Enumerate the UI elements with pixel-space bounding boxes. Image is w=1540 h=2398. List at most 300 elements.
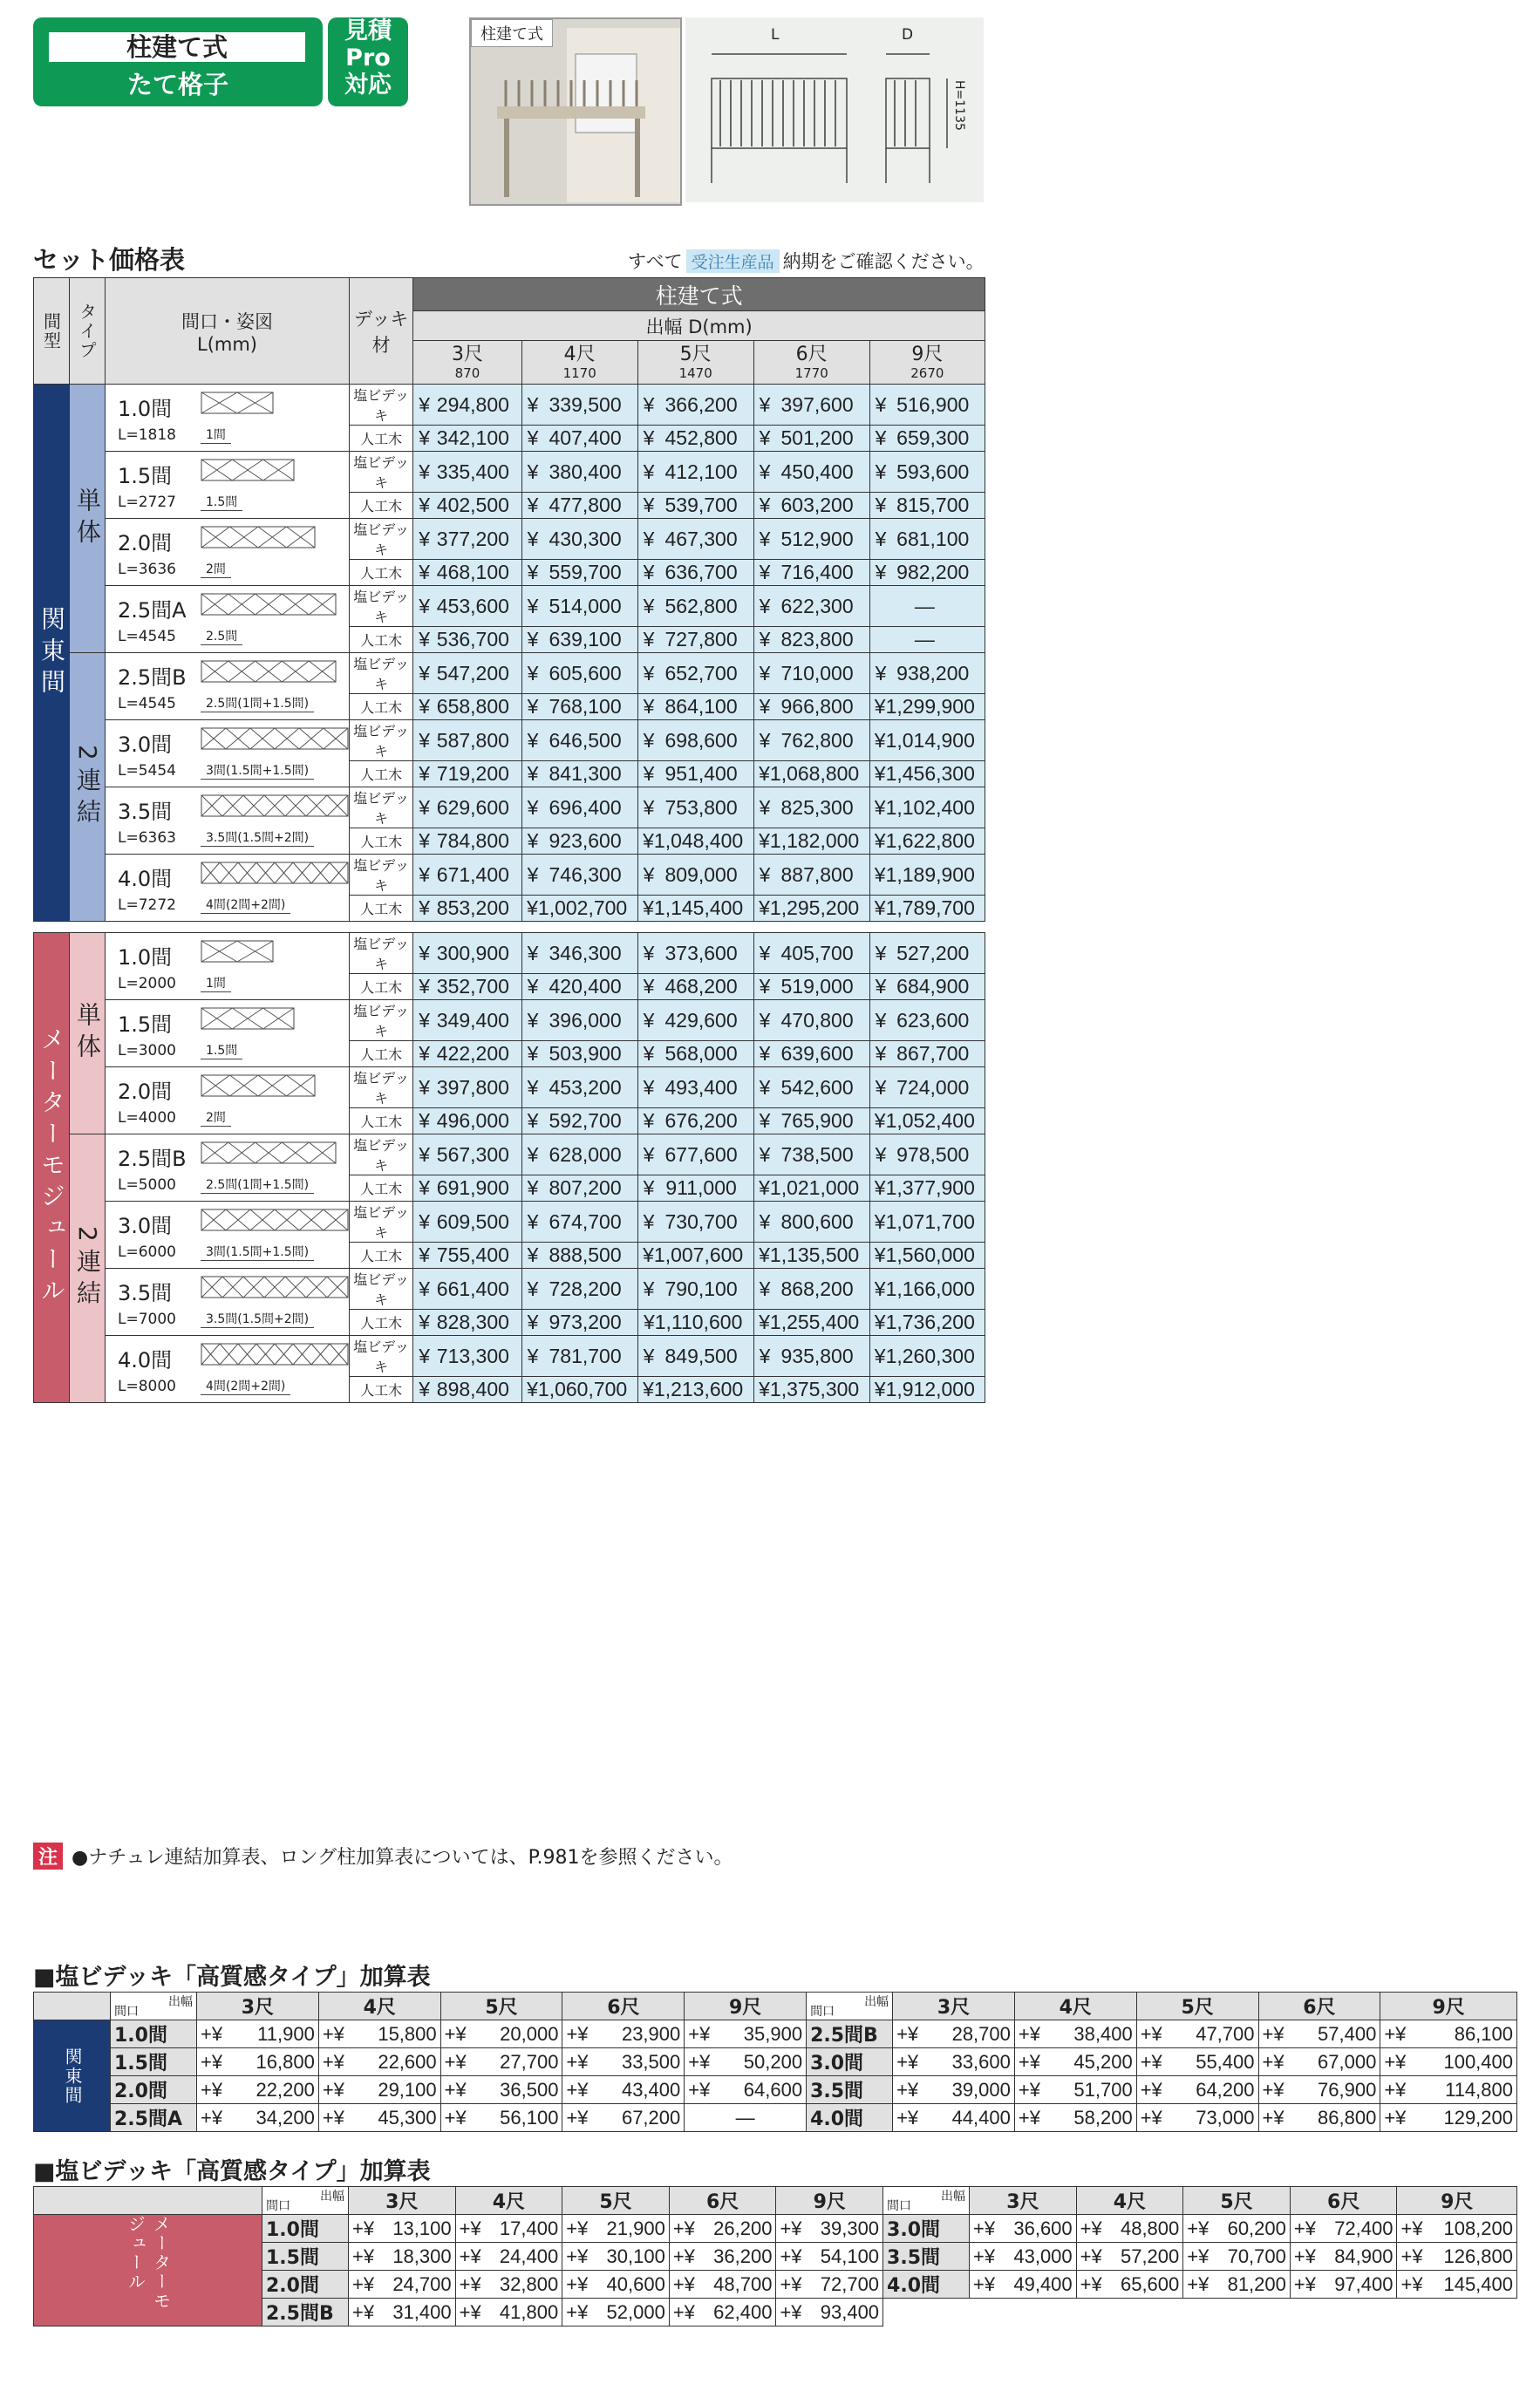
pro-badge-line3: 対応 bbox=[344, 72, 392, 99]
price-value: 1,377,900 bbox=[885, 1176, 975, 1199]
price-cell bbox=[753, 586, 869, 627]
type-label: 単体 bbox=[70, 385, 106, 653]
yen-sign: ¥ bbox=[419, 829, 431, 852]
add-value: +¥ 36,500 bbox=[440, 2076, 562, 2104]
price-cell bbox=[753, 828, 869, 855]
col-header-kanma: 間型 bbox=[34, 278, 70, 385]
yen-sign: ¥ bbox=[527, 561, 539, 583]
add-value: +¥ 36,200 bbox=[669, 2243, 776, 2271]
price-value: 542,600 bbox=[780, 1075, 854, 1099]
yen-sign: ¥ bbox=[527, 695, 539, 718]
price-cell bbox=[521, 560, 637, 586]
add-value: +¥ 129,200 bbox=[1380, 2104, 1517, 2132]
yen-sign: ¥ bbox=[643, 829, 654, 852]
price-value: 887,800 bbox=[780, 862, 854, 886]
yen-sign: ¥ bbox=[759, 1075, 771, 1099]
price-value: 691,900 bbox=[436, 1176, 509, 1199]
price-value: 730,700 bbox=[664, 1209, 738, 1233]
price-value: 825,300 bbox=[780, 795, 854, 819]
price-cell bbox=[637, 896, 753, 922]
yen-sign: ¥ bbox=[419, 1344, 431, 1367]
yen-sign: ¥ bbox=[419, 695, 431, 718]
price-cell bbox=[637, 653, 753, 694]
yen-sign: ¥ bbox=[419, 762, 431, 785]
size-cell bbox=[106, 720, 350, 787]
price-value: 1,299,900 bbox=[885, 695, 975, 718]
price-value: 658,800 bbox=[436, 695, 509, 718]
price-value: 790,100 bbox=[664, 1277, 738, 1300]
order-note-post: 納期をご確認ください。 bbox=[782, 251, 985, 272]
yen-sign: ¥ bbox=[527, 1008, 539, 1032]
yen-sign: ¥ bbox=[527, 527, 539, 550]
size-fig-caption: 1.5間 bbox=[201, 1041, 242, 1059]
yen-sign: ¥ bbox=[527, 594, 539, 617]
price-cell bbox=[521, 1202, 637, 1243]
price-cell bbox=[413, 787, 521, 828]
yen-sign: ¥ bbox=[419, 1209, 431, 1233]
deck-material: 塩ビデッキ bbox=[350, 1067, 413, 1108]
add-col-header: 4尺 bbox=[455, 2187, 562, 2215]
price-value: 527,200 bbox=[896, 941, 970, 964]
made-to-order-badge: 受注生産品 bbox=[686, 249, 780, 273]
elevation-figure bbox=[201, 459, 295, 485]
price-cell bbox=[637, 519, 753, 560]
add-value: +¥ 145,400 bbox=[1397, 2271, 1517, 2299]
pro-badge-line2: Pro bbox=[345, 44, 391, 72]
add-size: 1.5間 bbox=[262, 2243, 349, 2271]
price-value: 1,071,700 bbox=[885, 1209, 975, 1233]
price-value: 661,400 bbox=[436, 1277, 509, 1300]
deck-material: 人工木 bbox=[350, 1041, 413, 1067]
add-value: +¥ 35,900 bbox=[685, 2020, 807, 2048]
price-cell bbox=[521, 519, 637, 560]
price-cell bbox=[637, 933, 753, 974]
price-cell bbox=[753, 855, 869, 896]
price-value: 646,500 bbox=[549, 728, 622, 752]
price-cell bbox=[637, 1269, 753, 1310]
col-header-size: 間口・姿図 L(mm) bbox=[106, 278, 350, 385]
price-cell bbox=[521, 694, 637, 720]
add-value: +¥ 23,900 bbox=[562, 2020, 685, 2048]
add-header-row bbox=[34, 1993, 1517, 2020]
yen-sign: ¥ bbox=[643, 1243, 654, 1266]
add-value: +¥ 70,700 bbox=[1183, 2243, 1291, 2271]
price-cell bbox=[521, 385, 637, 426]
price-cell bbox=[637, 761, 753, 787]
price-cell bbox=[637, 1041, 753, 1067]
add-corner: 出幅 間口 bbox=[883, 2187, 970, 2215]
yen-sign: ¥ bbox=[875, 561, 887, 583]
deck-material: 塩ビデッキ bbox=[350, 855, 413, 896]
add-col-header: 9尺 bbox=[1397, 2187, 1517, 2215]
add-col-header: 3尺 bbox=[349, 2187, 456, 2215]
deck-material: 塩ビデッキ bbox=[350, 519, 413, 560]
price-cell bbox=[521, 933, 637, 974]
price-value: 911,000 bbox=[665, 1176, 737, 1199]
table-row bbox=[34, 787, 985, 828]
price-cell bbox=[413, 720, 521, 761]
deck-material: 塩ビデッキ bbox=[350, 385, 413, 426]
add-col-header: 3尺 bbox=[197, 1993, 319, 2020]
price-value: 402,500 bbox=[436, 494, 509, 516]
price-value: 755,400 bbox=[436, 1243, 509, 1266]
price-value: 470,800 bbox=[780, 1008, 854, 1032]
price-value: 1,068,800 bbox=[769, 762, 860, 785]
price-cell bbox=[521, 1175, 637, 1202]
price-cell bbox=[413, 828, 521, 855]
add-col-header: 3尺 bbox=[893, 1993, 1015, 2020]
table-row bbox=[34, 933, 985, 974]
price-value: 746,300 bbox=[549, 862, 622, 886]
yen-sign: ¥ bbox=[643, 661, 655, 685]
add-size: 2.5間B bbox=[807, 2020, 893, 2048]
add-value: +¥ 114,800 bbox=[1380, 2076, 1517, 2104]
size-cell bbox=[106, 452, 350, 519]
yen-sign: ¥ bbox=[527, 862, 539, 886]
yen-sign: ¥ bbox=[643, 695, 655, 718]
photo-label: 柱建て式 bbox=[471, 19, 553, 47]
add-value: +¥ 39,300 bbox=[776, 2215, 883, 2243]
yen-sign: ¥ bbox=[527, 829, 539, 852]
add-value: +¥ 40,600 bbox=[562, 2271, 670, 2299]
price-cell bbox=[753, 933, 869, 974]
price-value: 1,002,700 bbox=[537, 896, 628, 919]
yen-sign: ¥ bbox=[527, 1378, 538, 1400]
yen-sign: ¥ bbox=[875, 1008, 887, 1032]
price-cell bbox=[869, 1336, 985, 1377]
yen-sign: ¥ bbox=[527, 1042, 539, 1065]
dimension-drawing bbox=[685, 17, 984, 202]
price-cell bbox=[869, 426, 985, 452]
add-value: +¥ 48,700 bbox=[669, 2271, 776, 2299]
price-cell bbox=[869, 787, 985, 828]
col-header-depth: 出幅 D(mm) bbox=[413, 311, 985, 341]
yen-sign: ¥ bbox=[759, 829, 770, 852]
price-value: 1,145,400 bbox=[653, 896, 744, 919]
yen-sign: ¥ bbox=[759, 1109, 771, 1132]
price-value: 1,048,400 bbox=[653, 829, 744, 852]
yen-sign: ¥ bbox=[419, 795, 431, 819]
price-value: 493,400 bbox=[664, 1075, 738, 1099]
yen-sign: ¥ bbox=[419, 941, 431, 964]
price-value: 605,600 bbox=[549, 661, 622, 685]
size-fig-caption: 3間(1.5間+1.5間) bbox=[201, 1243, 314, 1261]
price-cell bbox=[753, 627, 869, 653]
price-value: 629,600 bbox=[436, 795, 509, 819]
yen-sign: ¥ bbox=[419, 1075, 431, 1099]
price-cell bbox=[413, 653, 521, 694]
table-row bbox=[34, 385, 985, 426]
price-value: 978,500 bbox=[896, 1142, 970, 1166]
yen-sign: ¥ bbox=[875, 494, 887, 516]
table-row bbox=[34, 1202, 985, 1243]
yen-sign: ¥ bbox=[874, 695, 886, 718]
size-cell bbox=[106, 1336, 350, 1403]
price-cell bbox=[413, 560, 521, 586]
yen-sign: ¥ bbox=[643, 1008, 655, 1032]
yen-sign: ¥ bbox=[875, 426, 887, 449]
depth-col-0 bbox=[413, 341, 521, 385]
size-fig-caption: 4間(2間+2間) bbox=[201, 1377, 290, 1395]
price-cell bbox=[413, 1336, 521, 1377]
add-col-header: 5尺 bbox=[1183, 2187, 1291, 2215]
price-value: 623,600 bbox=[896, 1008, 970, 1032]
deck-material: 塩ビデッキ bbox=[350, 1269, 413, 1310]
add-col-header: 5尺 bbox=[1136, 1993, 1258, 2020]
add-size: 3.5間 bbox=[807, 2076, 893, 2104]
deck-material: 塩ビデッキ bbox=[350, 720, 413, 761]
elevation-figure bbox=[201, 660, 337, 686]
add-row bbox=[34, 2215, 1517, 2243]
yen-sign: ¥ bbox=[759, 460, 771, 483]
add-value: +¥ 45,200 bbox=[1014, 2048, 1136, 2076]
yen-sign: ¥ bbox=[875, 1075, 887, 1099]
price-cell bbox=[521, 787, 637, 828]
price-value: 674,700 bbox=[549, 1209, 622, 1233]
price-value: 1,110,600 bbox=[654, 1311, 743, 1333]
yen-sign: ¥ bbox=[643, 527, 655, 550]
yen-sign: ¥ bbox=[643, 795, 655, 819]
add-row bbox=[34, 2076, 1517, 2104]
price-cell bbox=[521, 1269, 637, 1310]
add-value: — bbox=[685, 2104, 807, 2132]
mini-figure bbox=[201, 459, 295, 489]
yen-sign: ¥ bbox=[419, 1042, 431, 1065]
deck-material: 人工木 bbox=[350, 1310, 413, 1336]
elevation-figure bbox=[201, 794, 349, 821]
add-size: 1.0間 bbox=[262, 2215, 349, 2243]
price-value: 676,200 bbox=[664, 1109, 738, 1132]
yen-sign: ¥ bbox=[527, 1109, 539, 1132]
price-cell bbox=[637, 385, 753, 426]
yen-sign: ¥ bbox=[643, 494, 655, 516]
depth-col-2 bbox=[637, 341, 753, 385]
size-fig-caption: 2間 bbox=[201, 560, 231, 578]
price-value: 828,300 bbox=[436, 1311, 509, 1333]
deck-material: 塩ビデッキ bbox=[350, 1336, 413, 1377]
deck-material: 人工木 bbox=[350, 1175, 413, 1202]
price-cell bbox=[521, 896, 637, 922]
footnote-text: ●ナチュレ連結加算表、ロング柱加算表については、P.981を参照ください。 bbox=[72, 1847, 733, 1869]
price-value: 681,100 bbox=[896, 527, 970, 550]
size-L: L=1818 bbox=[118, 426, 176, 444]
mini-figure bbox=[201, 593, 337, 623]
yen-sign: ¥ bbox=[419, 1008, 431, 1032]
price-cell bbox=[413, 1243, 521, 1269]
yen-sign: ¥ bbox=[419, 975, 431, 998]
yen-sign: ¥ bbox=[527, 494, 539, 516]
add-value: +¥ 97,400 bbox=[1290, 2271, 1397, 2299]
depth-mm: 2670 bbox=[910, 364, 944, 381]
price-value: 923,600 bbox=[549, 829, 622, 852]
price-value: 512,900 bbox=[780, 527, 854, 550]
yen-sign: ¥ bbox=[875, 460, 887, 483]
price-cell bbox=[869, 1108, 985, 1134]
yen-sign: ¥ bbox=[643, 1311, 655, 1333]
yen-sign: ¥ bbox=[874, 1109, 886, 1132]
price-value: 346,300 bbox=[549, 941, 622, 964]
yen-sign: ¥ bbox=[874, 762, 886, 785]
price-value: 738,500 bbox=[780, 1142, 854, 1166]
add-value: +¥ 60,200 bbox=[1183, 2215, 1291, 2243]
price-cell bbox=[753, 493, 869, 519]
price-cell bbox=[413, 694, 521, 720]
add-corner: 出幅 間口 bbox=[262, 2187, 349, 2215]
table-row bbox=[34, 653, 985, 694]
price-cell bbox=[637, 426, 753, 452]
price-value: 562,800 bbox=[664, 594, 738, 617]
add-value: +¥ 21,900 bbox=[562, 2215, 670, 2243]
price-cell bbox=[413, 974, 521, 1000]
price-value: 888,500 bbox=[549, 1243, 622, 1266]
price-value: 1,189,900 bbox=[885, 862, 975, 886]
dim-H-label: H=1135 bbox=[952, 80, 966, 131]
yen-sign: ¥ bbox=[419, 1142, 431, 1166]
yen-sign: ¥ bbox=[759, 975, 771, 998]
add-value: +¥ 17,400 bbox=[455, 2215, 562, 2243]
add-value: +¥ 39,000 bbox=[893, 2076, 1015, 2104]
price-value: 762,800 bbox=[780, 728, 854, 752]
table-row bbox=[34, 452, 985, 493]
yen-sign: ¥ bbox=[874, 1176, 886, 1199]
type-label: 単体 bbox=[70, 933, 106, 1134]
size-cell bbox=[106, 933, 350, 1000]
yen-sign: ¥ bbox=[759, 896, 770, 919]
size-name: 1.5間 bbox=[118, 1012, 173, 1037]
price-value: 514,000 bbox=[549, 594, 622, 617]
deck-material: 塩ビデッキ bbox=[350, 1000, 413, 1041]
price-value: 628,000 bbox=[549, 1142, 622, 1166]
price-value: 300,900 bbox=[436, 941, 509, 964]
yen-sign: ¥ bbox=[419, 392, 431, 416]
price-cell bbox=[521, 586, 637, 627]
add-value: +¥ 72,700 bbox=[776, 2271, 883, 2299]
size-L: L=6363 bbox=[118, 828, 176, 847]
price-value: 973,200 bbox=[549, 1311, 622, 1333]
deck-material: 塩ビデッキ bbox=[350, 653, 413, 694]
price-cell bbox=[521, 452, 637, 493]
price-cell bbox=[413, 627, 521, 653]
size-L: L=7000 bbox=[118, 1310, 176, 1328]
price-value: 1,456,300 bbox=[885, 762, 975, 785]
size-cell bbox=[106, 1000, 350, 1067]
add-value: +¥ 67,200 bbox=[562, 2104, 685, 2132]
yen-sign: ¥ bbox=[759, 527, 771, 550]
size-fig-caption: 1間 bbox=[201, 426, 231, 444]
add-value: +¥ 126,800 bbox=[1397, 2243, 1517, 2271]
depth-shaku: 3尺 bbox=[451, 343, 483, 365]
add-value: +¥ 22,200 bbox=[197, 2076, 319, 2104]
price-cell bbox=[869, 933, 985, 974]
elevation-figure bbox=[201, 526, 316, 552]
yen-sign: ¥ bbox=[527, 762, 539, 785]
add-value: +¥ 50,200 bbox=[685, 2048, 807, 2076]
size-cell bbox=[106, 855, 350, 922]
price-cell bbox=[753, 1108, 869, 1134]
yen-sign: ¥ bbox=[527, 392, 539, 416]
yen-sign: ¥ bbox=[874, 862, 886, 886]
deck-material: 人工木 bbox=[350, 426, 413, 452]
yen-sign: ¥ bbox=[874, 728, 886, 752]
yen-sign: ¥ bbox=[419, 494, 431, 516]
price-cell bbox=[753, 385, 869, 426]
price-cell bbox=[413, 385, 521, 426]
price-value: 377,200 bbox=[436, 527, 509, 550]
price-cell bbox=[869, 1202, 985, 1243]
price-cell bbox=[637, 1175, 753, 1202]
price-cell bbox=[637, 1202, 753, 1243]
yen-sign: ¥ bbox=[643, 1209, 655, 1233]
deck-material: 人工木 bbox=[350, 1377, 413, 1403]
product-type-label: たて格子 bbox=[126, 70, 228, 99]
size-L: L=4000 bbox=[118, 1108, 176, 1127]
size-name: 4.0間 bbox=[118, 867, 173, 891]
price-value: 719,200 bbox=[436, 762, 509, 785]
table-row bbox=[34, 720, 985, 761]
price-cell bbox=[753, 1377, 869, 1403]
price-cell bbox=[753, 1134, 869, 1175]
price-value: 373,600 bbox=[664, 941, 738, 964]
price-cell bbox=[637, 586, 753, 627]
add-value: +¥ 55,400 bbox=[1136, 2048, 1258, 2076]
price-cell bbox=[637, 720, 753, 761]
add-value: +¥ 48,800 bbox=[1076, 2215, 1183, 2243]
price-value: 728,200 bbox=[549, 1277, 622, 1300]
deck-material: 塩ビデッキ bbox=[350, 1134, 413, 1175]
price-value: 1,021,000 bbox=[769, 1176, 860, 1199]
set-price-table bbox=[33, 277, 985, 1403]
yen-sign: ¥ bbox=[419, 896, 431, 919]
size-fig-caption: 2.5間(1間+1.5間) bbox=[201, 694, 314, 712]
add-value: +¥ 24,700 bbox=[349, 2271, 456, 2299]
size-cell bbox=[106, 787, 350, 855]
depth-mm: 1770 bbox=[794, 364, 828, 381]
price-value: 982,200 bbox=[896, 561, 970, 583]
yen-sign: ¥ bbox=[759, 392, 771, 416]
price-cell bbox=[753, 1310, 869, 1336]
price-value: 516,900 bbox=[896, 392, 970, 416]
depth-col-4 bbox=[869, 341, 985, 385]
yen-sign: ¥ bbox=[874, 896, 886, 919]
depth-shaku: 4尺 bbox=[563, 343, 596, 365]
add-value: +¥ 18,300 bbox=[349, 2243, 456, 2271]
price-value: 519,000 bbox=[780, 975, 854, 998]
price-cell bbox=[521, 1336, 637, 1377]
price-cell bbox=[521, 1067, 637, 1108]
price-value: 380,400 bbox=[549, 460, 622, 483]
add-value: +¥ 52,000 bbox=[562, 2299, 670, 2326]
add-value: +¥ 67,000 bbox=[1258, 2048, 1380, 2076]
yen-sign: ¥ bbox=[419, 728, 431, 752]
yen-sign: ¥ bbox=[643, 728, 655, 752]
price-value: 684,900 bbox=[896, 975, 970, 998]
yen-sign: ¥ bbox=[875, 661, 887, 685]
size-cell bbox=[106, 519, 350, 586]
add-value: +¥ 29,100 bbox=[318, 2076, 440, 2104]
mini-figure bbox=[201, 1343, 349, 1373]
price-value: 450,400 bbox=[780, 460, 854, 483]
price-value: 864,100 bbox=[664, 695, 738, 718]
add-value: +¥ 76,900 bbox=[1258, 2076, 1380, 2104]
col-header-deck: デッキ材 bbox=[350, 278, 413, 385]
add-value: +¥ 72,400 bbox=[1290, 2215, 1397, 2243]
price-cell bbox=[637, 452, 753, 493]
add-value: +¥ 54,100 bbox=[776, 2243, 883, 2271]
size-fig-caption: 3.5間(1.5間+2間) bbox=[201, 828, 314, 847]
deck-material: 塩ビデッキ bbox=[350, 787, 413, 828]
yen-sign: ¥ bbox=[643, 426, 655, 449]
price-value: 781,700 bbox=[549, 1344, 622, 1367]
